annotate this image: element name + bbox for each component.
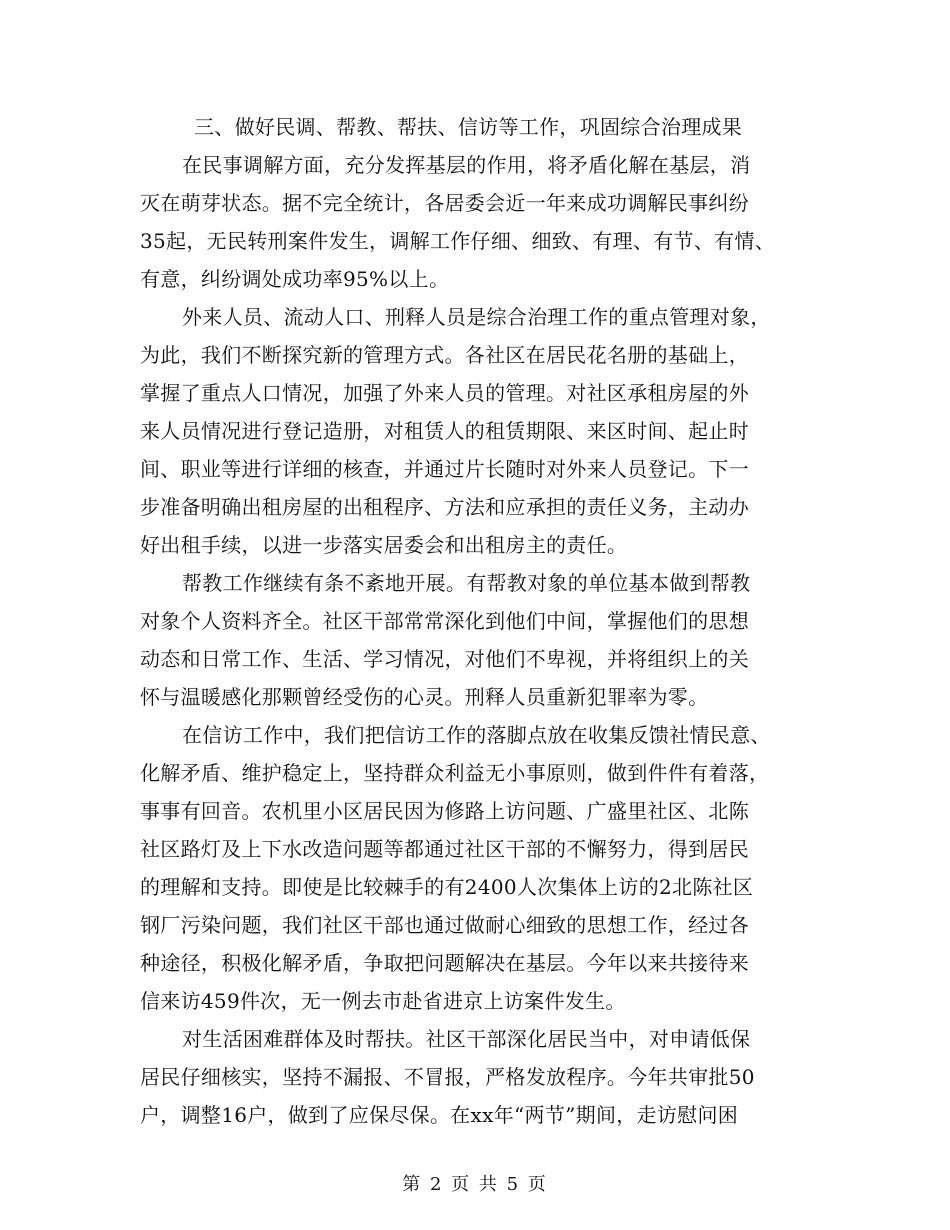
paragraph-line: 35起，无民转刑案件发生，调解工作仔细、细致、有理、有节、有情、 (140, 229, 776, 253)
paragraph-line: 好出租手续，以进一步落实居委会和出租房主的责任。 (140, 533, 628, 557)
paragraph-line: 在信访工作中，我们把信访工作的落脚点放在收集反馈社情民意、 (182, 723, 771, 747)
paragraph-line: 为此，我们不断探究新的管理方式。各社区在居民花名册的基础上， (140, 343, 749, 367)
paragraph-line: 帮教工作继续有条不紊地开展。有帮教对象的单位基本做到帮教 (182, 571, 751, 595)
paragraph-line: 对象个人资料齐全。社区干部常常深化到他们中间，掌握他们的思想 (140, 609, 749, 633)
paragraph-line: 掌握了重点人口情况，加强了外来人员的管理。对社区承租房屋的外 (140, 381, 749, 405)
page-number-footer: 第 2 页 共 5 页 (402, 1174, 548, 1195)
paragraph-line: 有意，纠纷调处成功率95%以上。 (140, 267, 450, 291)
document-body (140, 112, 810, 1138)
paragraph-line: 动态和日常工作、生活、学习情况，对他们不卑视，并将组织上的关 (140, 647, 749, 671)
paragraph-line: 居民仔细核实，坚持不漏报、不冒报，严格发放程序。今年共审批50 (140, 1065, 755, 1089)
paragraph-line: 怀与温暖感化那颗曾经受伤的心灵。刑释人员重新犯罪率为零。 (140, 685, 709, 709)
paragraph-line: 钢厂污染问题，我们社区干部也通过做耐心细致的思想工作，经过各 (140, 913, 749, 937)
paragraph-line: 在民事调解方面，充分发挥基层的作用，将矛盾化解在基层，消 (182, 153, 751, 177)
paragraph-line: 事事有回音。农机里小区居民因为修路上访问题、广盛里社区、北陈 (140, 799, 749, 823)
paragraph-line: 户，调整16户，做到了应保尽保。在xx年“两节”期间，走访慰问困 (140, 1103, 739, 1127)
paragraph-line: 来人员情况进行登记造册，对租赁人的租赁期限、来区时间、起止时 (140, 419, 749, 443)
paragraph-line: 化解矛盾、维护稳定上，坚持群众利益无小事原则，做到件件有着落， (140, 761, 770, 785)
paragraph-line: 社区路灯及上下水改造问题等都通过社区干部的不懈努力，得到居民 (140, 837, 749, 861)
paragraph-line: 灭在萌芽状态。据不完全统计，各居委会近一年来成功调解民事纠纷 (140, 191, 749, 215)
paragraph-line: 外来人员、流动人口、刑释人员是综合治理工作的重点管理对象， (182, 305, 771, 329)
paragraph-line: 信来访459件次，无一例去市赴省进京上访案件发生。 (140, 989, 626, 1013)
paragraph-line: 间、职业等进行详细的核查，并通过片长随时对外来人员登记。下一 (140, 457, 749, 481)
paragraph-line: 步准备明确出租房屋的出租程序、方法和应承担的责任义务，主动办 (140, 495, 749, 519)
paragraph-line: 的理解和支持。即使是比较棘手的有2400人次集体上访的2北陈社区 (140, 875, 754, 899)
paragraph-line: 种途径，积极化解矛盾，争取把问题解决在基层。今年以来共接待来 (140, 951, 749, 975)
paragraph-line: 对生活困难群体及时帮扶。社区干部深化居民当中，对申请低保 (182, 1027, 751, 1051)
section-heading: 三、做好民调、帮教、帮扶、信访等工作，巩固综合治理成果 (194, 115, 743, 139)
